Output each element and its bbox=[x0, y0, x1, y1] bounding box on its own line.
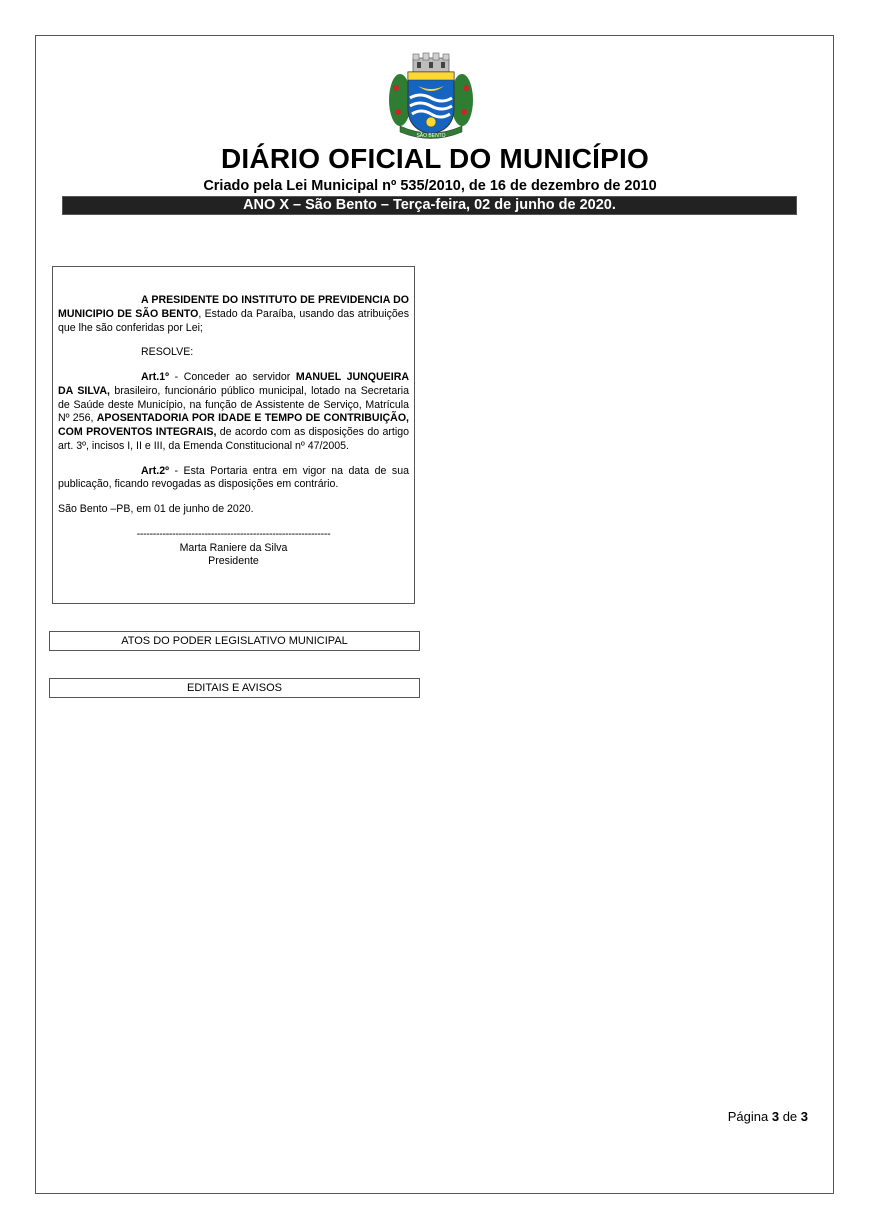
edition-date-bar: ANO X – São Bento – Terça-feira, 02 de junho de 2020. bbox=[62, 196, 797, 215]
portaria-place-date: São Bento –PB, em 01 de junho de 2020. bbox=[58, 503, 254, 516]
art1-label: Art.1º bbox=[141, 371, 170, 384]
art2-label: Art.2º bbox=[141, 464, 170, 477]
signature-line: ------------------------------------------------------------ bbox=[136, 527, 331, 540]
page-current: 3 bbox=[771, 1109, 780, 1124]
section-editais-header: EDITAIS E AVISOS bbox=[49, 678, 420, 698]
portaria-intro-bold: A PRESIDENTE DO INSTITUTO DE PREVIDENCIA DO MUNICIPIO DE SÃO BENTO bbox=[58, 294, 409, 320]
resolve-label: RESOLVE: bbox=[141, 346, 194, 359]
portaria-article-2 bbox=[58, 465, 409, 493]
municipal-crest-logo bbox=[386, 50, 476, 142]
crest-motto: SÃO BENTO bbox=[416, 133, 446, 139]
portaria-article-1 bbox=[58, 371, 409, 454]
art1-servant-name: MANUEL JUNQUEIRA DA SILVA, bbox=[58, 371, 409, 397]
portaria-resolve bbox=[58, 346, 409, 360]
section-legislativo-header: ATOS DO PODER LEGISLATIVO MUNICIPAL bbox=[49, 631, 420, 651]
page-prefix: Página bbox=[727, 1109, 772, 1124]
page-sep: de bbox=[779, 1109, 801, 1124]
portaria-intro bbox=[58, 294, 409, 335]
art1-text-a: - Conceder ao servidor bbox=[169, 371, 296, 384]
page-number bbox=[728, 1109, 808, 1124]
art1-retirement-type: APOSENTADORIA POR IDADE E TEMPO DE CONTRIBUIÇÃO, COM PROVENTOS INTEGRAIS, bbox=[58, 412, 409, 439]
signature-block bbox=[58, 528, 409, 569]
art1-text-b: brasileiro, funcionário público municipal, lotado na Secretaria de Saúde deste Município, na função de Assistente de Serviço, Matrícula Nº 256, bbox=[58, 384, 409, 425]
art1-text-c: de acordo com as disposições do artigo art. 3º, incisos I, II e III, da Emenda Constitucional nº 47/2005. bbox=[58, 426, 409, 452]
portaria-box bbox=[52, 266, 415, 604]
signer-name: Marta Raniere da Silva bbox=[179, 541, 288, 554]
signer-role: Presidente bbox=[208, 555, 259, 568]
gazette-subtitle: Criado pela Lei Municipal nº 535/2010, de 16 de dezembro de 2010 bbox=[203, 178, 657, 194]
page-total: 3 bbox=[800, 1109, 808, 1124]
portaria-intro-rest: , Estado da Paraíba, usando das atribuições que lhe são conferidas por Lei; bbox=[58, 307, 409, 334]
art2-text: - Esta Portaria entra em vigor na data de sua publicação, ficando revogadas as disposições em contrário. bbox=[58, 464, 409, 491]
gazette-title: DIÁRIO OFICIAL DO MUNICÍPIO bbox=[221, 143, 649, 174]
